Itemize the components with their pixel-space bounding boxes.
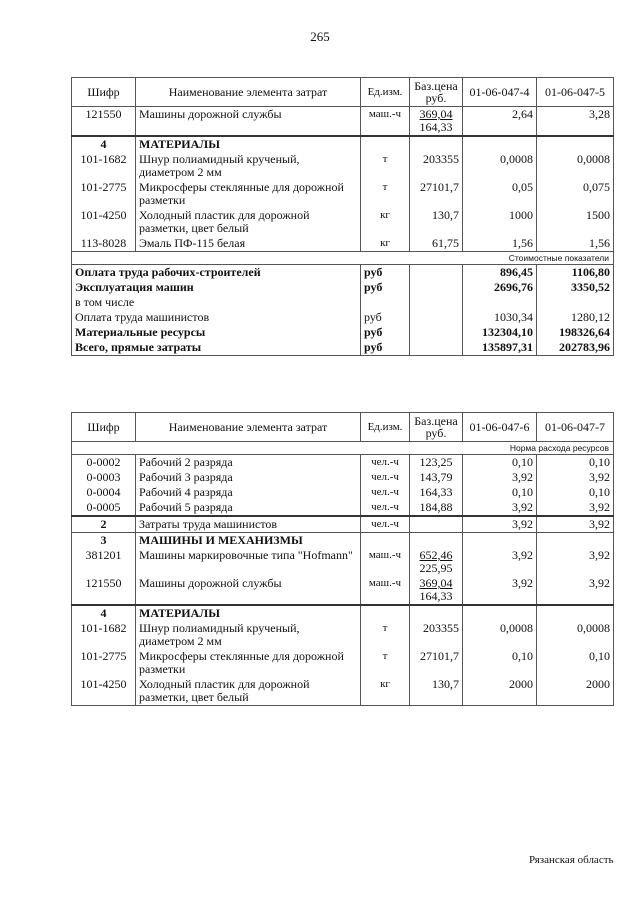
row-value-b: 0,0008 [537, 152, 614, 180]
row-value-b: 0,075 [537, 180, 614, 208]
summary-name: Оплата труда рабочих-строителей [72, 265, 361, 281]
header-unit: Ед.изм. [361, 413, 410, 442]
row-code: 113-8028 [72, 236, 136, 252]
section-title: МАТЕРИАЛЫ [136, 605, 361, 621]
summary-value-a: 1030,34 [463, 310, 537, 325]
row-value-b: 3,92 [537, 470, 614, 485]
summary-value-a: 132304,10 [463, 325, 537, 340]
summary-row [72, 295, 614, 310]
price-top: 369,04 [419, 107, 453, 121]
empty-cell [410, 325, 463, 340]
row-code: 121550 [72, 107, 136, 137]
table-row [72, 180, 614, 208]
row-code: 101-4250 [72, 208, 136, 236]
summary-row [72, 340, 614, 356]
row-code: 0-0005 [72, 500, 136, 516]
table-row [72, 548, 614, 576]
row-name: Затраты труда машинистов [136, 516, 361, 533]
row-value-a: 1000 [463, 208, 537, 236]
empty-cell [410, 340, 463, 356]
table-header [72, 413, 614, 442]
cost-indicators-label: Стоимостные показатели [72, 252, 614, 265]
row-unit: маш.-ч [361, 576, 410, 605]
price-bottom: 164,33 [419, 120, 453, 134]
row-price: 130,7 [410, 208, 463, 236]
row-value-a: 3,92 [463, 516, 537, 533]
section-header [72, 533, 614, 549]
header-code: Шифр [72, 413, 136, 442]
row-name: Машины маркировочные типа "Hofmann" [136, 548, 361, 576]
resource-table-1 [71, 77, 614, 356]
empty-cell [361, 605, 410, 621]
row-code: 381201 [72, 548, 136, 576]
empty-cell [537, 605, 614, 621]
row-name: Холодный пластик для дорожной разметки, цвет белый [136, 677, 361, 706]
summary-name: Всего, прямые затраты [72, 340, 361, 356]
row-value-b: 3,92 [537, 500, 614, 516]
empty-cell [410, 280, 463, 295]
row-unit: маш.-ч [361, 107, 410, 137]
header-col-b: 01-06-047-5 [537, 78, 614, 107]
table-row [72, 107, 614, 137]
price-bottom: 164,33 [419, 589, 453, 603]
row-name: Машины дорожной службы [136, 107, 361, 137]
summary-value-b: 3350,52 [537, 280, 614, 295]
summary-unit [361, 295, 410, 310]
row-value-b: 0,10 [537, 485, 614, 500]
table-row [72, 500, 614, 516]
table-row [72, 576, 614, 605]
section-title: МАТЕРИАЛЫ [136, 136, 361, 152]
header-price [410, 413, 463, 442]
row-name: Машины дорожной службы [136, 576, 361, 605]
summary-value-a: 2696,76 [463, 280, 537, 295]
row-value-b: 1500 [537, 208, 614, 236]
section-title: МАШИНЫ И МЕХАНИЗМЫ [136, 533, 361, 549]
row-code: 0-0003 [72, 470, 136, 485]
row-price: 123,25 [410, 455, 463, 471]
row-price [410, 548, 463, 576]
row-name: Микросферы стеклянные для дорожной разметки [136, 180, 361, 208]
summary-value-a: 135897,31 [463, 340, 537, 356]
row-code: 121550 [72, 576, 136, 605]
row-value-a: 0,10 [463, 485, 537, 500]
table-row [72, 677, 614, 706]
table-row [72, 649, 614, 677]
summary-value-a [463, 295, 537, 310]
empty-cell [410, 533, 463, 549]
summary-unit: руб [361, 265, 410, 281]
row-unit: кг [361, 677, 410, 706]
empty-cell [463, 605, 537, 621]
summary-value-b: 202783,96 [537, 340, 614, 356]
row-value-a: 0,10 [463, 455, 537, 471]
row-unit: маш.-ч [361, 548, 410, 576]
header-price-line2: руб. [425, 426, 447, 440]
empty-cell [463, 136, 537, 152]
row-value-a: 0,05 [463, 180, 537, 208]
row-price: 61,75 [410, 236, 463, 252]
row-value-b: 0,10 [537, 455, 614, 471]
summary-name: Оплата труда машинистов [72, 310, 361, 325]
row-value-a: 3,92 [463, 500, 537, 516]
summary-value-b: 1106,80 [537, 265, 614, 281]
summary-row [72, 325, 614, 340]
row-code: 101-2775 [72, 649, 136, 677]
operators-row [72, 516, 614, 533]
norm-label: Норма расхода ресурсов [72, 442, 614, 455]
row-code: 101-1682 [72, 621, 136, 649]
table-row [72, 455, 614, 471]
row-price: 164,33 [410, 485, 463, 500]
summary-unit: руб [361, 340, 410, 356]
row-value-b: 3,28 [537, 107, 614, 137]
row-price: 27101,7 [410, 180, 463, 208]
table-row [72, 208, 614, 236]
row-price: 203355 [410, 152, 463, 180]
row-value-a: 1,56 [463, 236, 537, 252]
row-unit: т [361, 152, 410, 180]
empty-cell [410, 605, 463, 621]
empty-cell [410, 310, 463, 325]
table-row [72, 470, 614, 485]
row-name: Рабочий 2 разряда [136, 455, 361, 471]
table-row [72, 485, 614, 500]
footer-region: Рязанская область [529, 854, 614, 866]
section-code: 4 [72, 136, 136, 152]
row-code: 0-0004 [72, 485, 136, 500]
price-top: 652,46 [419, 548, 453, 562]
row-unit: чел.-ч [361, 470, 410, 485]
table-row [72, 152, 614, 180]
section-header [72, 605, 614, 621]
header-code: Шифр [72, 78, 136, 107]
price-bottom: 225,95 [419, 561, 453, 575]
row-price: 184,88 [410, 500, 463, 516]
summary-value-a: 896,45 [463, 265, 537, 281]
header-col-a: 01-06-047-6 [463, 413, 537, 442]
row-code: 2 [72, 516, 136, 533]
table-header [72, 78, 614, 107]
empty-cell [410, 516, 463, 533]
row-name: Рабочий 5 разряда [136, 500, 361, 516]
row-price: 203355 [410, 621, 463, 649]
row-value-a: 3,92 [463, 548, 537, 576]
row-value-a: 2000 [463, 677, 537, 706]
section-code: 3 [72, 533, 136, 549]
summary-row [72, 310, 614, 325]
row-unit: кг [361, 236, 410, 252]
summary-value-b: 1280,12 [537, 310, 614, 325]
summary-name: Материальные ресурсы [72, 325, 361, 340]
header-price-line1: Баз.цена [414, 414, 458, 428]
row-name: Шнур полиамидный крученый, диаметром 2 мм [136, 152, 361, 180]
header-price [410, 78, 463, 107]
empty-cell [361, 533, 410, 549]
summary-row [72, 265, 614, 281]
summary-unit: руб [361, 310, 410, 325]
summary-value-b [537, 295, 614, 310]
header-unit: Ед.изм. [361, 78, 410, 107]
row-unit: чел.-ч [361, 455, 410, 471]
row-code: 101-2775 [72, 180, 136, 208]
row-code: 0-0002 [72, 455, 136, 471]
row-name: Эмаль ПФ-115 белая [136, 236, 361, 252]
row-value-b: 3,92 [537, 516, 614, 533]
row-price: 27101,7 [410, 649, 463, 677]
row-price [410, 107, 463, 137]
summary-name: в том числе [72, 295, 361, 310]
row-unit: т [361, 180, 410, 208]
row-value-b: 1,56 [537, 236, 614, 252]
row-value-b: 0,0008 [537, 621, 614, 649]
empty-cell [410, 265, 463, 281]
row-price [410, 576, 463, 605]
header-col-a: 01-06-047-4 [463, 78, 537, 107]
row-value-a: 3,92 [463, 470, 537, 485]
row-unit: кг [361, 208, 410, 236]
empty-cell [361, 136, 410, 152]
empty-cell [410, 295, 463, 310]
row-unit: чел.-ч [361, 485, 410, 500]
header-col-b: 01-06-047-7 [537, 413, 614, 442]
row-value-a: 2,64 [463, 107, 537, 137]
empty-cell [537, 533, 614, 549]
header-price-line2: руб. [425, 91, 447, 105]
table-row [72, 621, 614, 649]
header-price-line1: Баз.цена [414, 79, 458, 93]
row-name: Шнур полиамидный крученый, диаметром 2 мм [136, 621, 361, 649]
summary-unit: руб [361, 325, 410, 340]
norm-label-row [72, 442, 614, 455]
row-unit: т [361, 649, 410, 677]
row-code: 101-4250 [72, 677, 136, 706]
row-value-a: 0,0008 [463, 152, 537, 180]
cost-indicators-label-row [72, 252, 614, 265]
row-value-b: 0,10 [537, 649, 614, 677]
page-number: 265 [310, 29, 330, 44]
section-header [72, 136, 614, 152]
row-unit: чел.-ч [361, 500, 410, 516]
row-name: Микросферы стеклянные для дорожной разметки [136, 649, 361, 677]
row-price: 130,7 [410, 677, 463, 706]
price-top: 369,04 [419, 576, 453, 590]
row-value-a: 0,0008 [463, 621, 537, 649]
row-value-a: 3,92 [463, 576, 537, 605]
summary-unit: руб [361, 280, 410, 295]
row-code: 101-1682 [72, 152, 136, 180]
summary-name: Эксплуатация машин [72, 280, 361, 295]
table-row [72, 236, 614, 252]
header-name: Наименование элемента затрат [136, 78, 361, 107]
resource-table-2 [71, 412, 614, 706]
summary-row [72, 280, 614, 295]
empty-cell [463, 533, 537, 549]
row-unit: т [361, 621, 410, 649]
row-price: 143,79 [410, 470, 463, 485]
row-value-b: 3,92 [537, 548, 614, 576]
empty-cell [537, 136, 614, 152]
row-value-b: 3,92 [537, 576, 614, 605]
row-value-a: 0,10 [463, 649, 537, 677]
summary-value-b: 198326,64 [537, 325, 614, 340]
row-value-b: 2000 [537, 677, 614, 706]
empty-cell [410, 136, 463, 152]
section-code: 4 [72, 605, 136, 621]
header-name: Наименование элемента затрат [136, 413, 361, 442]
row-name: Холодный пластик для дорожной разметки, цвет белый [136, 208, 361, 236]
row-unit: чел.-ч [361, 516, 410, 533]
row-name: Рабочий 4 разряда [136, 485, 361, 500]
row-name: Рабочий 3 разряда [136, 470, 361, 485]
